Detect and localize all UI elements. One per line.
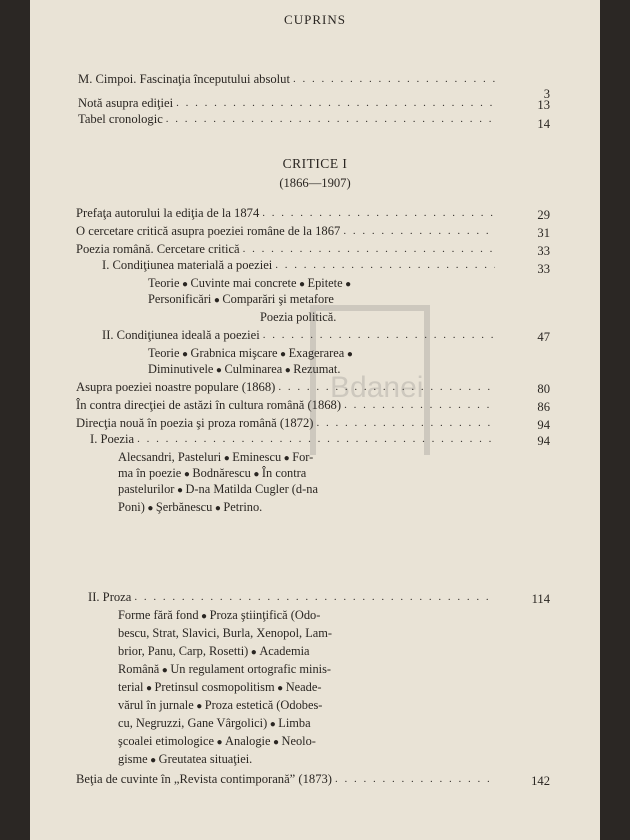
toc-page-number: 94 bbox=[537, 434, 550, 448]
toc-entry-title: Poezia română. Cercetare critică bbox=[76, 242, 240, 256]
section-years: (1866—1907) bbox=[279, 176, 351, 190]
leader-dots bbox=[343, 224, 495, 239]
leader-dots bbox=[275, 258, 495, 273]
leader-dots bbox=[344, 398, 495, 413]
leader-dots bbox=[166, 112, 495, 127]
toc-entry[interactable] bbox=[88, 590, 498, 605]
toc-entry-title: M. Cimpoi. Fascinaţia începutului absolut bbox=[78, 72, 290, 86]
book-page bbox=[30, 0, 600, 840]
subtopic-line: brior, Panu, Carp, Rosetti)● Academia bbox=[118, 644, 310, 660]
subtopic-line: Teorie● Cuvinte mai concrete● Epitete● bbox=[148, 276, 351, 292]
toc-entry[interactable] bbox=[78, 96, 498, 111]
toc-page-number: 33 bbox=[537, 262, 550, 276]
subtopic-line: Alecsandri, Pasteluri● Eminescu● For- bbox=[118, 450, 313, 466]
toc-entry[interactable] bbox=[76, 242, 498, 257]
subtopic-line: gisme● Greutatea situaţiei. bbox=[118, 752, 252, 768]
toc-entry[interactable] bbox=[90, 432, 498, 447]
toc-page-number: 31 bbox=[537, 226, 550, 240]
page-title: CUPRINS bbox=[284, 12, 346, 27]
subtopic-line: Diminutivele● Culminarea● Rezumat. bbox=[148, 362, 340, 378]
toc-entry[interactable] bbox=[76, 206, 498, 221]
toc-entry[interactable] bbox=[78, 112, 498, 127]
toc-page-number: 14 bbox=[537, 117, 550, 131]
section-title: CRITICE I bbox=[282, 156, 348, 171]
leader-dots bbox=[335, 772, 495, 787]
toc-entry-title: II. Proza bbox=[88, 590, 132, 604]
subtopic-line: Teorie● Grabnica mişcare● Exagerarea● bbox=[148, 346, 353, 362]
toc-entry[interactable] bbox=[76, 380, 498, 395]
toc-entry-title: II. Condiţiunea ideală a poeziei bbox=[102, 328, 260, 342]
subtopic-line: Forme fără fond● Proza ştiinţifică (Odo- bbox=[118, 608, 320, 624]
toc-entry-title: Direcţia nouă în poezia şi proza română (1872) bbox=[76, 416, 314, 430]
toc-page-number: 13 bbox=[537, 98, 550, 112]
toc-page-number: 114 bbox=[531, 592, 550, 606]
subtopic-line: Poni)● Şerbănescu● Petrino. bbox=[118, 500, 262, 516]
toc-entry-title: Notă asupra ediţiei bbox=[78, 96, 174, 110]
toc-entry-title: Prefaţa autorului la ediţia de la 1874 bbox=[76, 206, 260, 220]
subtopic-line: pastelurilor● D-na Matilda Cugler (d-na bbox=[118, 482, 318, 498]
toc-entry-title: O cercetare critică asupra poeziei române de la 1867 bbox=[76, 224, 341, 238]
subtopic-line: vărul în jurnale● Proza estetică (Odobes- bbox=[118, 698, 322, 714]
toc-entry-title: Tabel cronologic bbox=[78, 112, 163, 126]
leader-dots bbox=[263, 328, 495, 343]
toc-entry-title: În contra direcţiei de astăzi în cultura română (1868) bbox=[76, 398, 342, 412]
subtopic-line: ma în poezie● Bodnărescu● În contra bbox=[118, 466, 306, 482]
toc-page-number: 142 bbox=[531, 774, 550, 788]
leader-dots bbox=[243, 242, 495, 257]
subtopic-line: cu, Negruzzi, Gane Vârgolici)● Limba bbox=[118, 716, 311, 732]
toc-entry[interactable] bbox=[76, 224, 498, 239]
toc-page-number: 33 bbox=[537, 244, 550, 258]
leader-dots bbox=[278, 380, 495, 395]
leader-dots bbox=[262, 206, 495, 221]
leader-dots bbox=[293, 72, 495, 87]
leader-dots bbox=[137, 432, 495, 447]
subtopic-line: bescu, Strat, Slavici, Burla, Xenopol, Lam- bbox=[118, 626, 333, 640]
subtopic-line: Poezia politică. bbox=[260, 310, 337, 324]
toc-entry[interactable] bbox=[76, 398, 498, 413]
toc-page-number: 94 bbox=[537, 418, 550, 432]
toc-page-number: 86 bbox=[537, 400, 550, 414]
toc-entry-title: Asupra poeziei noastre populare (1868) bbox=[76, 380, 276, 394]
toc-entry[interactable] bbox=[102, 258, 498, 273]
toc-entry[interactable] bbox=[76, 772, 498, 787]
watermark-text: Bdanei bbox=[330, 371, 424, 404]
subtopic-line: terial● Pretinsul cosmopolitism● Neade- bbox=[118, 680, 321, 696]
toc-page-number: 80 bbox=[537, 382, 550, 396]
toc-entry[interactable] bbox=[102, 328, 498, 343]
toc-entry-title: I. Condiţiunea materială a poeziei bbox=[102, 258, 273, 272]
toc-entry[interactable] bbox=[78, 72, 498, 87]
toc-entry[interactable] bbox=[76, 416, 498, 431]
toc-entry-title: Beţia de cuvinte în „Revista contimporană” (1873) bbox=[76, 772, 332, 786]
leader-dots bbox=[176, 96, 495, 111]
toc-page-number: 3 bbox=[543, 87, 550, 101]
subtopic-line: şcoalei etimologice● Analogie● Neolo- bbox=[118, 734, 316, 750]
subtopic-line: Personificări● Comparări şi metafore bbox=[148, 292, 334, 308]
subtopic-line: Română● Un regulament ortografic minis- bbox=[118, 662, 331, 678]
toc-entry-title: I. Poezia bbox=[90, 432, 135, 446]
leader-dots bbox=[316, 416, 495, 431]
toc-page-number: 47 bbox=[537, 330, 550, 344]
toc-page-number: 29 bbox=[537, 208, 550, 222]
leader-dots bbox=[134, 590, 495, 605]
